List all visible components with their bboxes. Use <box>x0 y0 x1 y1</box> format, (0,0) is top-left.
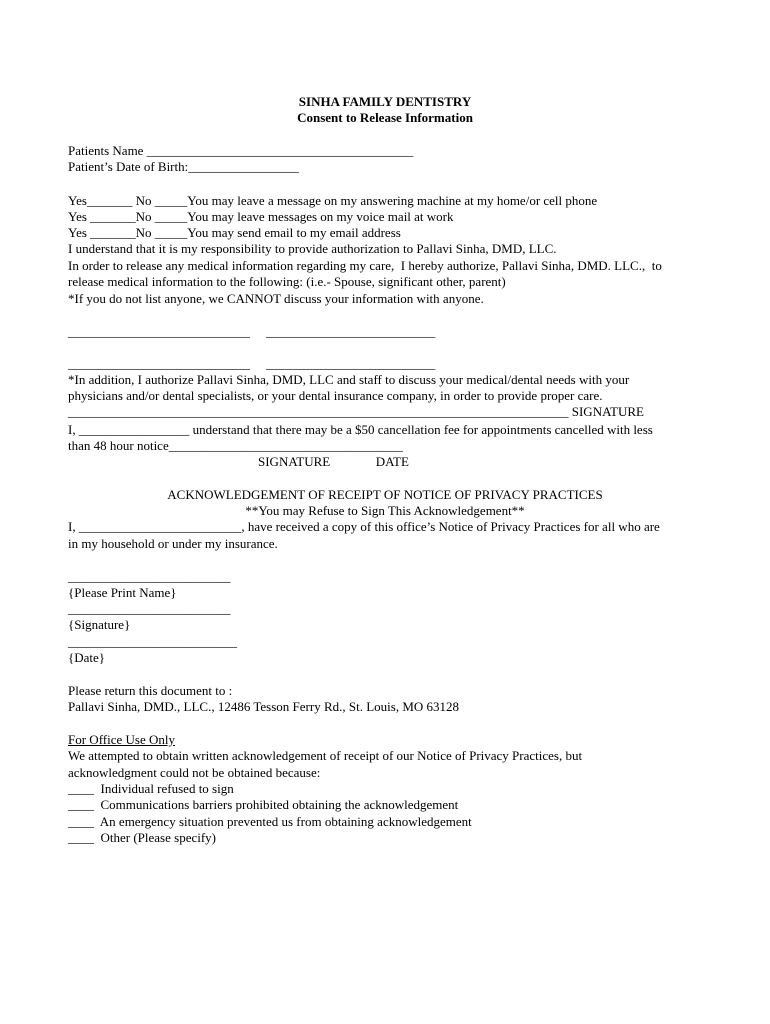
return-instructions: Please return this document to : <box>68 683 233 698</box>
acknowledgement-statement-line2: in my household or under my insurance. <box>68 536 278 551</box>
responsibility-statement: I understand that it is my responsibility to provide authorization to Pallavi Sinha, DMD, LLC. <box>68 241 557 256</box>
signature-date-labels: SIGNATURE DATE <box>258 454 409 469</box>
consent-voice-mail[interactable]: Yes _______No _____You may leave messages on my voice mail at work <box>68 209 454 224</box>
acknowledgement-title: ACKNOWLEDGEMENT OF RECEIPT OF NOTICE OF PRIVACY PRACTICES <box>167 487 603 502</box>
date-label: {Date} <box>68 650 106 665</box>
practice-name: SINHA FAMILY DENTISTRY <box>298 94 472 109</box>
authorize-statement-line1: In order to release any medical information regarding my care, I hereby authorize, Pallavi Sinha, DMD. LLC., to <box>68 258 662 273</box>
addition-statement-line2: physicians and/or dental specialists, or your dental insurance company, in order to provide proper care. <box>68 388 603 403</box>
acknowledgement-statement-line1[interactable]: I, _________________________, have received a copy of this office’s Notice of Privacy Practices for all who are <box>68 519 660 534</box>
patient-name-line[interactable]: Patients Name _________________________________________ <box>68 143 414 158</box>
patient-dob-line[interactable]: Patient’s Date of Birth:_________________ <box>68 159 299 174</box>
consent-answering-machine[interactable]: Yes_______ No _____You may leave a message on my answering machine at my home/or cell phone <box>68 193 598 208</box>
office-use-intro-line2: acknowledgment could not be obtained because: <box>68 765 321 780</box>
consent-email[interactable]: Yes _______No _____You may send email to my email address <box>68 225 401 240</box>
print-name-blank[interactable]: _________________________ <box>68 569 231 584</box>
office-use-intro-line1: We attempted to obtain written acknowledgement of receipt of our Notice of Privacy Practices, but <box>68 748 583 763</box>
office-use-reason-item[interactable]: ____ Individual refused to sign <box>68 781 234 796</box>
addition-signature-line[interactable]: _____________________________________________________________________________ SIGNATURE <box>68 404 644 419</box>
office-use-reason-item[interactable]: ____ Other (Please specify) <box>68 830 217 845</box>
cancellation-statement-line1[interactable]: I, _________________ understand that there may be a $50 cancellation fee for appointments cancelled with less <box>68 422 653 437</box>
no-listing-warning: *If you do not list anyone, we CANNOT discuss your information with anyone. <box>68 291 484 306</box>
date-blank[interactable]: __________________________ <box>68 634 237 649</box>
signature-label: {Signature} <box>68 617 131 632</box>
addition-statement-line1: *In addition, I authorize Pallavi Sinha, DMD, LLC and staff to discuss your medical/dental needs with your <box>68 372 630 387</box>
office-use-title: For Office Use Only <box>68 732 175 747</box>
authorize-statement-line2: release medical information to the following: (i.e.- Spouse, significant other, parent) <box>68 274 506 289</box>
office-use-reason-item[interactable]: ____ Communications barriers prohibited obtaining the acknowledgement <box>68 797 459 812</box>
authorized-person-blank-row[interactable]: ____________________________ __________________________ <box>68 356 436 371</box>
return-address: Pallavi Sinha, DMD., LLC., 12486 Tesson Ferry Rd., St. Louis, MO 63128 <box>68 699 460 714</box>
authorized-person-blank-row[interactable]: ____________________________ __________________________ <box>68 324 436 339</box>
refuse-to-sign-note: **You may Refuse to Sign This Acknowledgement** <box>245 503 525 518</box>
cancellation-statement-line2[interactable]: than 48 hour notice____________________________________ <box>68 438 403 453</box>
office-use-reason-item[interactable]: ____ An emergency situation prevented us from obtaining acknowledgement <box>68 814 472 829</box>
print-name-label: {Please Print Name} <box>68 585 177 600</box>
form-title: Consent to Release Information <box>297 110 473 125</box>
signature-blank[interactable]: _________________________ <box>68 601 231 616</box>
